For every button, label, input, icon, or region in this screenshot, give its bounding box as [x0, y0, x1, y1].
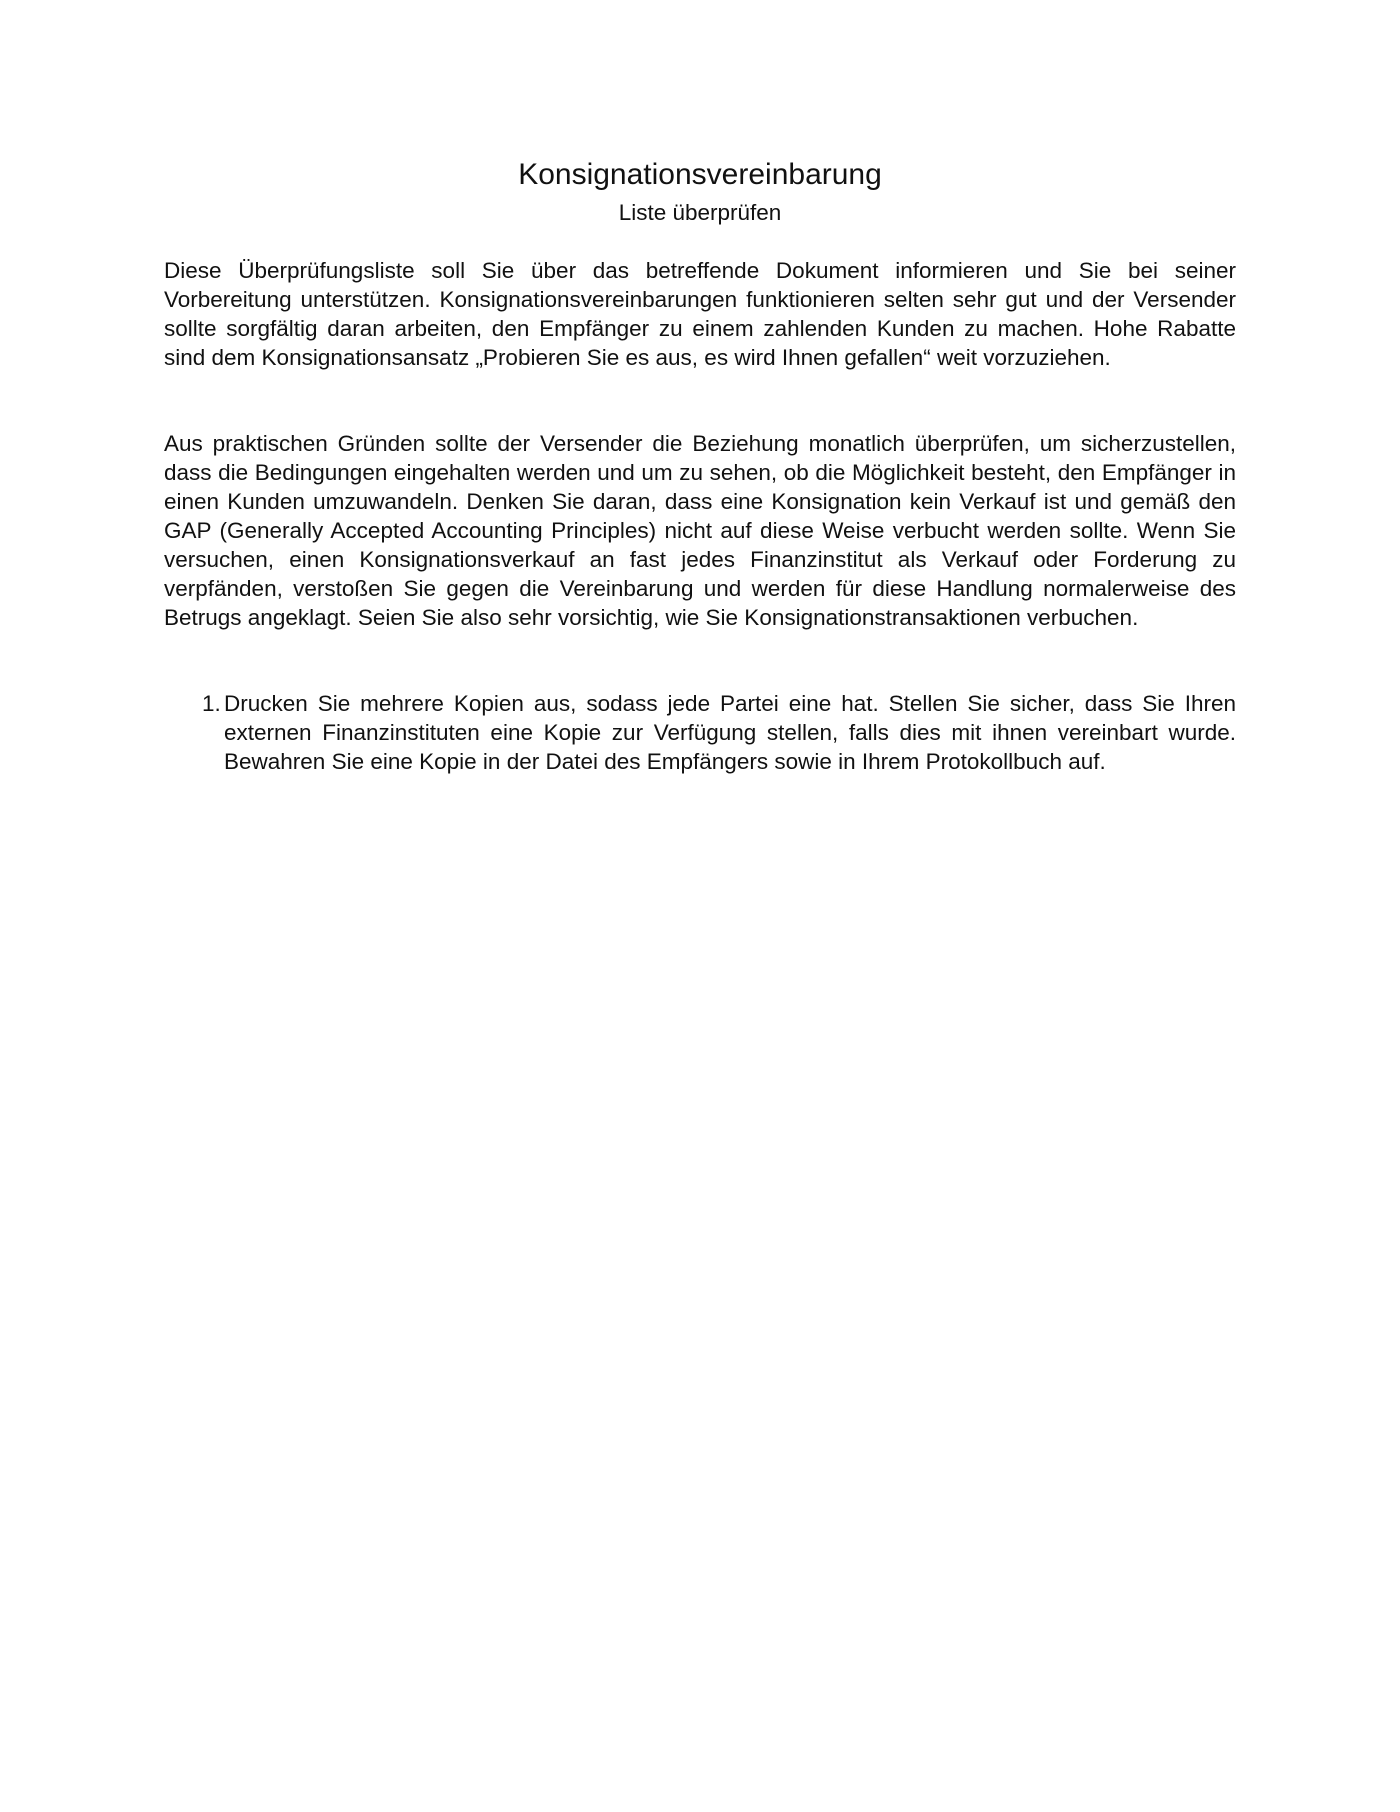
intro-paragraph: Diese Überprüfungsliste soll Sie über das betreffende Dokument informieren und Sie bei seiner Vorbereitung unterstützen. Konsignationsvereinbarungen funktionieren selten sehr gut und der Versender sollte sorgfältig daran arbeiten, den Empfänger zu einem zahlenden Kunden zu machen. Hohe Rabatte sind dem Konsignationsansatz „Probieren Sie es aus, es wird Ihnen gefallen“ weit vorzuziehen. [164, 258, 1236, 370]
document-title: Konsignationsvereinbarung [518, 158, 882, 191]
checklist [164, 689, 1236, 776]
list-item-number: 1. [202, 691, 221, 716]
list-item-text: Drucken Sie mehrere Kopien aus, sodass jede Partei eine hat. Stellen Sie sicher, dass Sie Ihren externen Finanzinstituten eine Kopie zur Verfügung stellen, falls dies mit ihnen vereinbart wurde. Bewahren Sie eine Kopie in der Datei des Empfängers sowie in Ihrem Protokollbuch auf. [224, 691, 1236, 774]
list-item [164, 689, 1236, 776]
document-subtitle: Liste überprüfen [618, 200, 782, 225]
accounting-paragraph: Aus praktischen Gründen sollte der Versender die Beziehung monatlich überprüfen, um sicherzustellen, dass die Bedingungen eingehalten werden und um zu sehen, ob die Möglichkeit besteht, den Empfänger in einen Kunden umzuwandeln. Denken Sie daran, dass eine Konsignation kein Verkauf ist und gemäß den GAP (Generally Accepted Accounting Principles) nicht auf diese Weise verbucht werden sollte. Wenn Sie versuchen, einen Konsignationsverkauf an fast jedes Finanzinstitut als Verkauf oder Forderung zu verpfänden, verstoßen Sie gegen die Vereinbarung und werden für diese Handlung normalerweise des Betrugs angeklagt. Seien Sie also sehr vorsichtig, wie Sie Konsignationstransaktionen verbuchen. [164, 431, 1236, 630]
